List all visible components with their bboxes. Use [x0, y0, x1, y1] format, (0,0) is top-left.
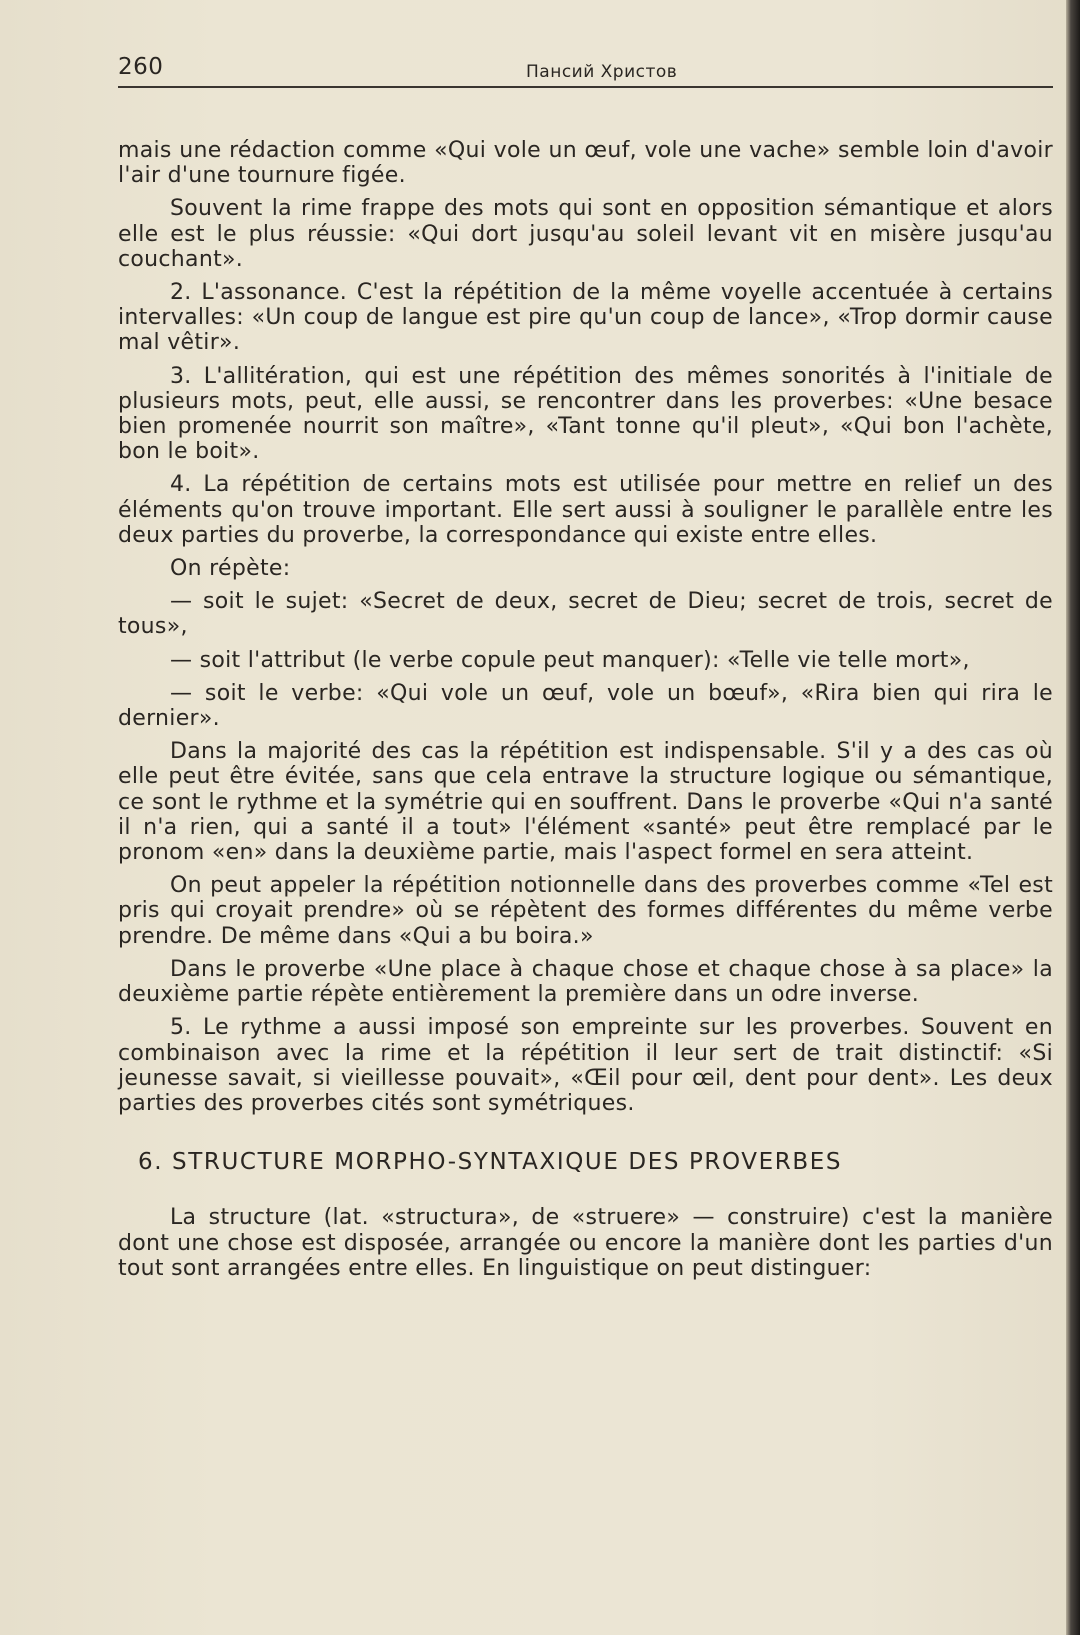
- header-rule: [118, 86, 1053, 88]
- paragraph: 5. Le rythme a aussi imposé son empreinte sur les proverbes. Souvent en combinaison avec la rime et la répétition il leur sert de trait distinctif: «Si jeunesse savait, si vieillesse pouvait», «Œil pour œil, dent pour dent». Les deux parties des proverbes cités sont symétriques.: [118, 1015, 1053, 1116]
- paragraph: mais une rédaction comme «Qui vole un œuf, vole une vache» semble loin d'avoir l'air d'une tournure figée.: [118, 138, 1053, 189]
- page-number: 260: [118, 54, 164, 80]
- page-header: [118, 54, 1053, 100]
- paragraph: Dans le proverbe «Une place à chaque chose et chaque chose à sa place» la deuxième partie répète entièrement la première dans un odre inverse.: [118, 956, 1053, 1008]
- running-head: Пансий Христов: [526, 62, 678, 82]
- list-item: — soit le sujet: «Secret de deux, secret de Dieu; secret de trois, secret de tous»,: [118, 589, 1053, 640]
- paragraph: Dans la majorité des cas la répétition est indispensable. S'il y a des cas où elle peut être évitée, sans que cela entrave la structure logique ou sémantique, ce sont le rythme et la symétrie qui en souffrent. Dans le proverbe «Qui n'a santé il n'a rien, qui a santé il a tout» l'élément «santé» peut être remplacé par le pronom «en» dans la deuxième partie, mais l'aspect formel en sera atteint.: [118, 739, 1053, 866]
- page-edge: [1066, 0, 1080, 1635]
- paragraph: 2. L'assonance. C'est la répétition de la même voyelle accentuée à certains intervalles: «Un coup de langue est pire qu'un coup de lance», «Trop dormir cause mal vêtir».: [118, 280, 1053, 356]
- paragraph: 4. La répétition de certains mots est utilisée pour mettre en relief un des éléments qu'on trouve important. Elle sert aussi à souligner le parallèle entre les deux parties du proverbe, la correspondance qui existe entre elles.: [118, 472, 1053, 548]
- paragraph: Souvent la rime frappe des mots qui sont en opposition sémantique et alors elle est le plus réussie: «Qui dort jusqu'au soleil levant vit en misère jusqu'au couchant».: [118, 196, 1053, 272]
- page-body: [118, 138, 1053, 1289]
- paragraph: On peut appeler la répétition notionnelle dans des proverbes comme «Tel est pris qui croyait prendre» où se répètent des formes différentes du même verbe prendre. De même dans «Qui a bu boira.»: [118, 873, 1053, 949]
- paragraph: 3. L'allitération, qui est une répétition des mêmes sonorités à l'initiale de plusieurs mots, peut, elle aussi, se rencontrer dans les proverbes: «Une besace bien promenée nourrit son maître», «Tant tonne qu'il pleut», «Qui bon l'achète, bon le boit».: [118, 363, 1053, 465]
- paragraph: On répète:: [170, 556, 291, 582]
- list-item: — soit l'attribut (le verbe copule peut manquer): «Telle vie telle mort»,: [170, 647, 970, 673]
- list-item: — soit le verbe: «Qui vole un œuf, vole un bœuf», «Rira bien qui rira le dernier».: [118, 680, 1053, 732]
- section-title: 6. STRUCTURE MORPHO-SYNTAXIQUE DES PROVERBES: [138, 1149, 843, 1176]
- paragraph: La structure (lat. «structura», de «struere» — construire) c'est la manière dont une chose est disposée, arrangée ou encore la manière dont les parties d'un tout sont arrangées entre elles. En linguistique on peut distinguer:: [118, 1205, 1053, 1281]
